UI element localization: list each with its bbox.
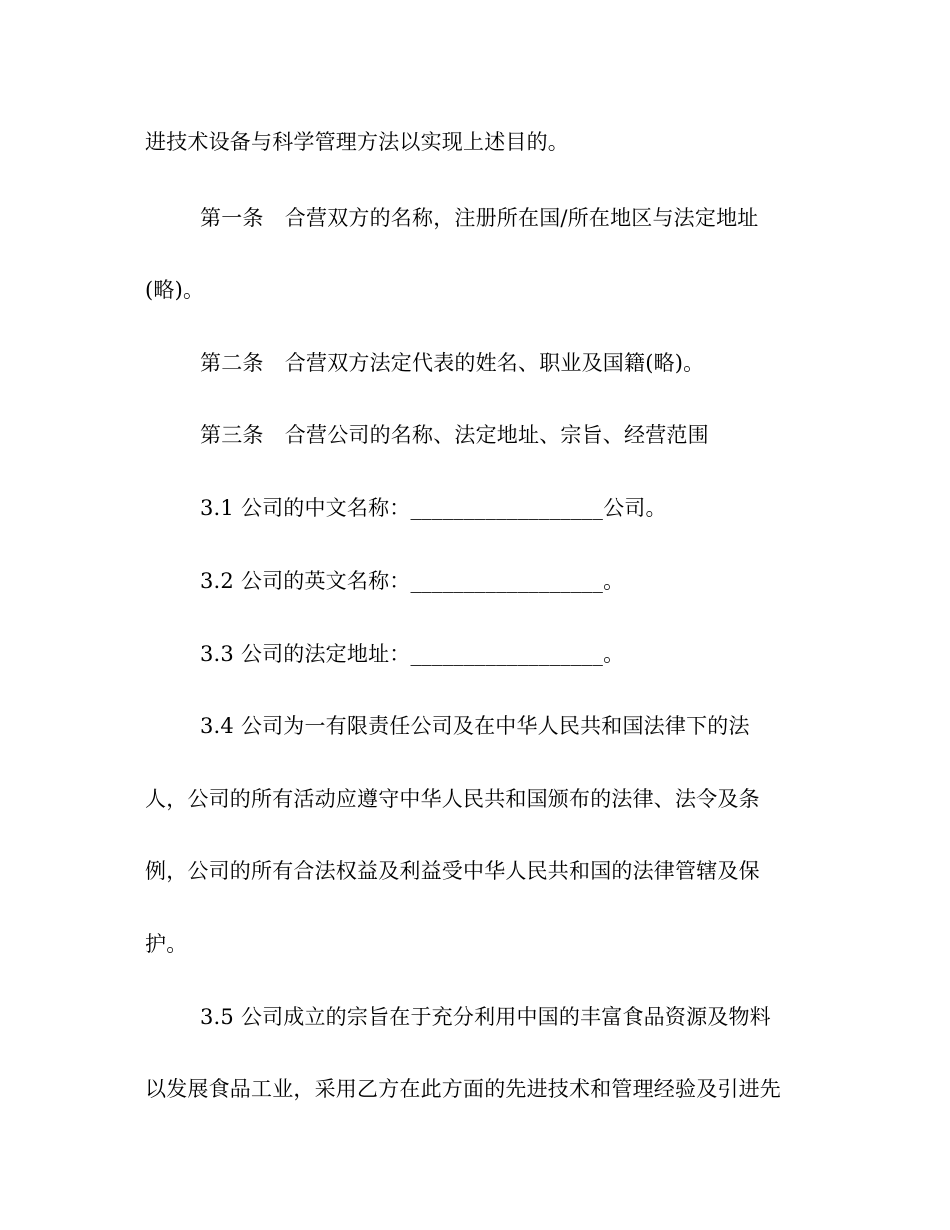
clause-3-5: 3.5 公司成立的宗旨在于充分利用中国的丰富食品资源及物料: [200, 1005, 771, 1029]
paragraph-line: 人，公司的所有活动应遵守中华人民共和国颁布的法律、法令及条: [145, 787, 760, 811]
clause-3-1: 3.1 公司的中文名称：__________________公司。: [200, 496, 667, 520]
paragraph-line: 进技术设备与科学管理方法以实现上述目的。: [145, 130, 569, 154]
article-3-heading: 第三条 合营公司的名称、法定地址、宗旨、经营范围: [200, 423, 709, 447]
paragraph-line: (略)。: [145, 278, 205, 302]
article-1-heading: 第一条 合营双方的名称，注册所在国/所在地区与法定地址: [200, 206, 759, 230]
clause-3-3: 3.3 公司的法定地址：__________________。: [200, 642, 625, 666]
paragraph-line: 以发展食品工业，采用乙方在此方面的先进技术和管理经验及引进先: [145, 1077, 781, 1101]
clause-3-4: 3.4 公司为一有限责任公司及在中华人民共和国法律下的法: [200, 714, 750, 738]
paragraph-line: 例，公司的所有合法权益及利益受中华人民共和国的法律管辖及保: [145, 859, 760, 883]
clause-3-2: 3.2 公司的英文名称：__________________。: [200, 569, 625, 593]
paragraph-line: 护。: [145, 932, 188, 956]
article-2-heading: 第二条 合营双方法定代表的姓名、职业及国籍(略)。: [200, 351, 705, 375]
